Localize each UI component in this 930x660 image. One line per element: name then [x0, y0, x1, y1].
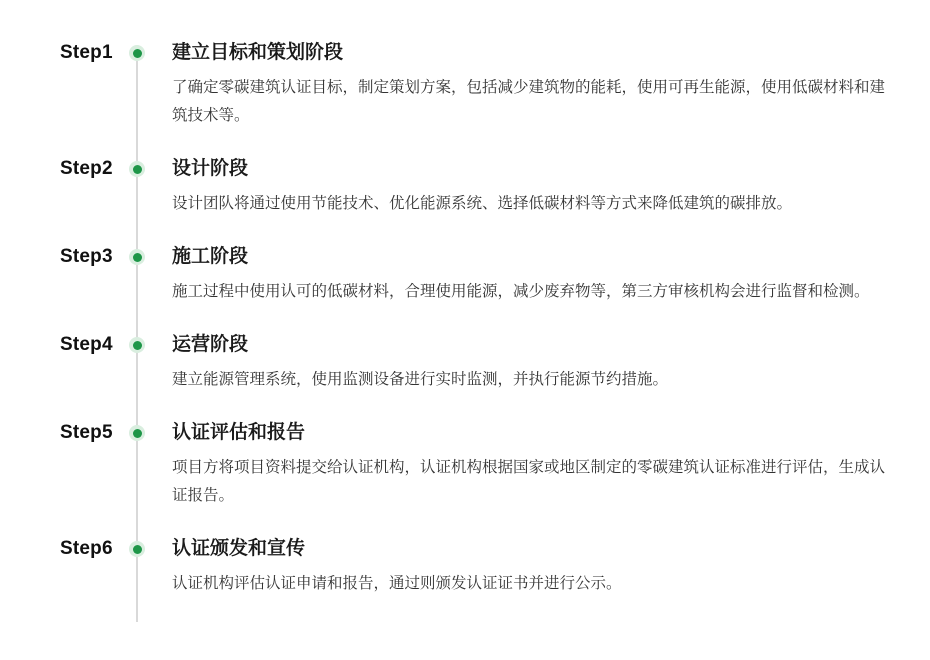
step-number-label: Step6 [60, 538, 113, 559]
step-title: 施工阶段 [172, 246, 249, 267]
step-item-2 [60, 154, 893, 218]
step-title: 认证评估和报告 [172, 422, 306, 443]
step-content [172, 418, 893, 510]
step-description: 了确定零碳建筑认证目标，制定策划方案，包括减少建筑物的能耗，使用可再生能源，使用低碳材料和建筑技术等。 [172, 79, 886, 124]
step-content [172, 242, 893, 306]
step-title: 设计阶段 [172, 158, 249, 179]
step-description: 设计团队将通过使用节能技术、优化能源系统、选择低碳材料等方式来降低建筑的碳排放。 [172, 195, 793, 212]
dot-inner [133, 49, 142, 58]
step-number-label: Step4 [60, 334, 113, 355]
timeline-dot-icon [129, 541, 145, 557]
step-number-label: Step5 [60, 422, 113, 443]
step-content [172, 534, 893, 598]
step-number-label: Step1 [60, 42, 113, 63]
step-item-1 [60, 38, 893, 130]
step-item-6 [60, 534, 893, 598]
step-description: 认证机构评估认证申请和报告，通过则颁发认证证书并进行公示。 [172, 575, 622, 592]
step-number-label: Step3 [60, 246, 113, 267]
dot-inner [133, 341, 142, 350]
step-number-label: Step2 [60, 158, 113, 179]
step-item-3 [60, 242, 893, 306]
dot-inner [133, 545, 142, 554]
dot-inner [133, 429, 142, 438]
timeline-dot-icon [129, 337, 145, 353]
timeline-dot-icon [129, 425, 145, 441]
step-content [172, 154, 893, 218]
dot-inner [133, 253, 142, 262]
step-item-5 [60, 418, 893, 510]
step-description: 施工过程中使用认可的低碳材料，合理使用能源，减少废弃物等，第三方审核机构会进行监督和检测。 [172, 283, 870, 300]
dot-inner [133, 165, 142, 174]
timeline-dot-icon [129, 161, 145, 177]
timeline-dot-icon [129, 249, 145, 265]
step-title: 运营阶段 [172, 334, 249, 355]
step-description: 建立能源管理系统，使用监测设备进行实时监测，并执行能源节约措施。 [172, 371, 669, 388]
step-description: 项目方将项目资料提交给认证机构，认证机构根据国家或地区制定的零碳建筑认证标准进行评估，生成认证报告。 [172, 459, 886, 504]
step-content [172, 330, 893, 394]
step-item-4 [60, 330, 893, 394]
step-title: 认证颁发和宣传 [172, 538, 306, 559]
step-title: 建立目标和策划阶段 [172, 42, 344, 63]
timeline-dot-icon [129, 45, 145, 61]
step-content [172, 38, 893, 130]
